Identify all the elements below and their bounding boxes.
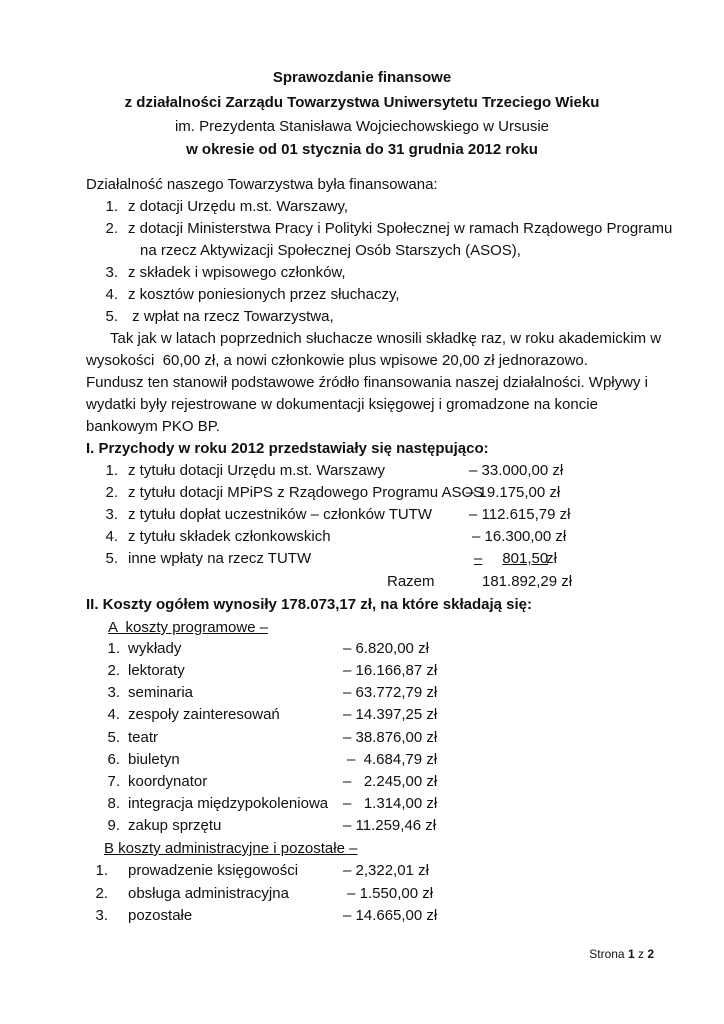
report-subtitle: z działalności Zarządu Towarzystwa Uniwersytetu Trzeciego Wieku bbox=[124, 94, 600, 111]
intro-item-continuation: na rzecz Aktywizacji Społecznej Osób Starszych (ASOS), bbox=[140, 242, 521, 259]
income-heading: I. Przychody w roku 2012 przedstawiały się następująco: bbox=[86, 440, 489, 457]
cost-item-amount: – 2.245,00 zł bbox=[343, 773, 438, 790]
intro-item-text: z dotacji Ministerstwa Pracy i Polityki Społecznej w ramach Rządowego Programu bbox=[128, 220, 673, 237]
intro-lead: Działalność naszego Towarzystwa była finansowana: bbox=[86, 176, 438, 193]
cost-item-label: prowadzenie księgowości bbox=[128, 862, 299, 879]
income-amount-dash: – bbox=[474, 550, 483, 567]
paragraph-line: Fundusz ten stanowił podstawowe źródło finansowania naszej działalności. Wpływy i bbox=[86, 374, 648, 391]
cost-item-amount: – 1.314,00 zł bbox=[343, 795, 438, 812]
costs-heading: II. Koszty ogółem wynosiły 178.073,17 zł, na które składają się: bbox=[86, 596, 533, 613]
income-item-amount: – 19.175,00 zł bbox=[466, 484, 561, 501]
income-item-number: 2. bbox=[105, 484, 118, 501]
cost-item-number: 3. bbox=[95, 907, 108, 924]
intro-item-number: 2. bbox=[105, 220, 118, 237]
cost-item-number: 3. bbox=[107, 684, 120, 701]
cost-item-label: zespoły zainteresowań bbox=[128, 706, 280, 723]
cost-item-label: seminaria bbox=[128, 684, 194, 701]
cost-item-number: 8. bbox=[107, 795, 120, 812]
intro-item-number: 1. bbox=[105, 198, 118, 215]
cost-item-amount: – 1.550,00 zł bbox=[343, 885, 434, 902]
cost-item-number: 6. bbox=[107, 751, 120, 768]
intro-item-number: 5. bbox=[105, 308, 118, 325]
costs-group-a-title: A koszty programowe – bbox=[108, 619, 269, 636]
income-item-label: z tytułu dopłat uczestników – członków TUTW bbox=[128, 506, 433, 523]
cost-item-number: 4. bbox=[107, 706, 120, 723]
cost-item-amount: – 4.684,79 zł bbox=[347, 751, 438, 768]
footer-of: z bbox=[637, 947, 644, 961]
cost-item-amount: – 14.397,25 zł bbox=[343, 706, 438, 723]
income-item-number: 1. bbox=[105, 462, 118, 479]
cost-item-amount: – 2,322,01 zł bbox=[343, 862, 429, 879]
income-item-number: 4. bbox=[105, 528, 118, 545]
cost-item-number: 1. bbox=[95, 862, 108, 879]
intro-item-number: 4. bbox=[105, 286, 118, 303]
income-item-label: inne wpłaty na rzecz TUTW bbox=[128, 550, 312, 567]
cost-item-label: integracja międzypokoleniowa bbox=[128, 795, 329, 812]
intro-item-text: z wpłat na rzecz Towarzystwa, bbox=[128, 308, 334, 325]
cost-item-label: lektoraty bbox=[128, 662, 185, 679]
cost-item-label: obsługa administracyjna bbox=[128, 885, 289, 902]
income-item-amount bbox=[474, 549, 557, 569]
cost-item-number: 5. bbox=[107, 729, 120, 746]
report-period: w okresie od 01 stycznia do 31 grudnia 2012 roku bbox=[186, 141, 538, 158]
cost-item-label: teatr bbox=[128, 729, 159, 746]
income-item-label: z tytułu dotacji MPiPS z Rządowego Programu ASOS bbox=[128, 484, 484, 501]
costs-group-b-title: B koszty administracyjne i pozostałe – bbox=[104, 840, 358, 857]
income-amount-value: 801,50 bbox=[502, 550, 549, 567]
cost-item-amount: – 16.166,87 zł bbox=[343, 662, 438, 679]
footer-page-total: 2 bbox=[647, 947, 654, 961]
paragraph-line: bankowym PKO BP. bbox=[86, 418, 220, 435]
cost-item-label: wykłady bbox=[128, 640, 182, 657]
cost-item-label: pozostałe bbox=[128, 907, 193, 924]
cost-item-label: biuletyn bbox=[128, 751, 180, 768]
income-total-amount: 181.892,29 zł bbox=[482, 573, 573, 590]
cost-item-amount: – 11.259,46 zł bbox=[343, 817, 437, 834]
income-item-number: 5. bbox=[105, 550, 118, 567]
paragraph-line: wysokości 60,00 zł, a nowi członkowie plus wpisowe 20,00 zł jednorazowo. bbox=[86, 352, 588, 369]
income-amount-underlined bbox=[474, 549, 549, 569]
intro-item-text: z dotacji Urzędu m.st. Warszawy, bbox=[128, 198, 349, 215]
cost-item-label: zakup sprzętu bbox=[128, 817, 222, 834]
income-amount-unit: zł bbox=[546, 550, 558, 567]
intro-item-number: 3. bbox=[105, 264, 118, 281]
income-item-number: 3. bbox=[105, 506, 118, 523]
intro-item-text: z składek i wpisowego członków, bbox=[128, 264, 346, 281]
intro-item-text: z kosztów poniesionych przez słuchaczy, bbox=[128, 286, 400, 303]
income-item-label: z tytułu składek członkowskich bbox=[128, 528, 331, 545]
cost-item-number: 2. bbox=[95, 885, 108, 902]
cost-item-number: 9. bbox=[107, 817, 120, 834]
cost-item-amount: – 14.665,00 zł bbox=[343, 907, 438, 924]
income-item-label: z tytułu dotacji Urzędu m.st. Warszawy bbox=[128, 462, 386, 479]
cost-item-amount: – 6.820,00 zł bbox=[343, 640, 429, 657]
income-item-amount: – 112.615,79 zł bbox=[469, 506, 571, 523]
paragraph-line: Tak jak w latach poprzednich słuchacze wnosili składkę raz, w roku akademickim w bbox=[110, 330, 662, 347]
paragraph-line: wydatki były rejestrowane w dokumentacji księgowej i gromadzone na koncie bbox=[86, 396, 598, 413]
report-title: Sprawozdanie finansowe bbox=[272, 69, 452, 86]
cost-item-label: koordynator bbox=[128, 773, 208, 790]
page-footer bbox=[589, 946, 654, 962]
income-item-amount: – 33.000,00 zł bbox=[469, 462, 564, 479]
cost-item-amount: – 63.772,79 zł bbox=[343, 684, 438, 701]
income-item-amount: – 16.300,00 zł bbox=[472, 528, 567, 545]
report-patron: im. Prezydenta Stanisława Wojciechowskiego w Ursusie bbox=[174, 118, 550, 135]
income-total-label: Razem bbox=[387, 573, 435, 590]
footer-prefix: Strona bbox=[589, 947, 625, 961]
footer-page-number: 1 bbox=[627, 947, 635, 961]
cost-item-amount: – 38.876,00 zł bbox=[343, 729, 438, 746]
cost-item-number: 1. bbox=[107, 640, 120, 657]
cost-item-number: 2. bbox=[107, 662, 120, 679]
cost-item-number: 7. bbox=[107, 773, 120, 790]
